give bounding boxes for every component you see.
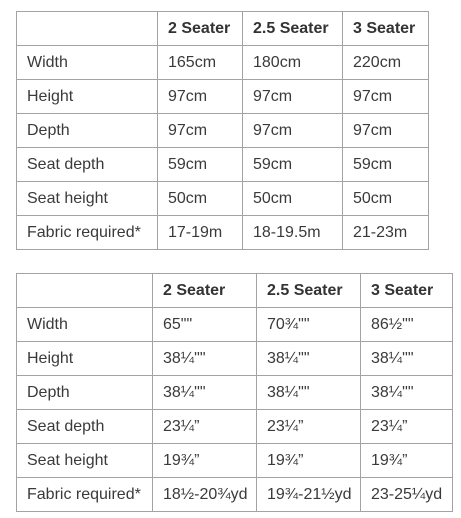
row-label: Fabric required* bbox=[17, 478, 153, 512]
table-cell: 50cm bbox=[158, 182, 243, 216]
table-cell: 97cm bbox=[243, 114, 343, 148]
table-cell: 23-25¼yd bbox=[361, 478, 453, 512]
table-header-row bbox=[17, 12, 429, 46]
table-cell: 50cm bbox=[343, 182, 429, 216]
table-row-height bbox=[17, 342, 453, 376]
table-row-height bbox=[17, 80, 429, 114]
table-row-seat-height bbox=[17, 444, 453, 478]
row-label: Seat height bbox=[17, 444, 153, 478]
header-cell-3-seater: 3 Seater bbox=[361, 274, 453, 308]
table-cell: 21-23m bbox=[343, 216, 429, 250]
header-cell-2-5-seater: 2.5 Seater bbox=[243, 12, 343, 46]
row-label: Depth bbox=[17, 114, 158, 148]
row-label: Width bbox=[17, 46, 158, 80]
table-cell: 38¼"" bbox=[361, 342, 453, 376]
header-cell-empty bbox=[17, 12, 158, 46]
table-cell: 59cm bbox=[243, 148, 343, 182]
table-row-seat-height bbox=[17, 182, 429, 216]
header-cell-empty bbox=[17, 274, 153, 308]
table-cell: 19¾” bbox=[257, 444, 361, 478]
table-cell: 65"" bbox=[153, 308, 257, 342]
table-cell: 180cm bbox=[243, 46, 343, 80]
row-label: Height bbox=[17, 80, 158, 114]
row-label: Height bbox=[17, 342, 153, 376]
table-row-seat-depth bbox=[17, 148, 429, 182]
table-row-depth bbox=[17, 376, 453, 410]
row-label: Fabric required* bbox=[17, 216, 158, 250]
table-cell: 59cm bbox=[343, 148, 429, 182]
row-label: Depth bbox=[17, 376, 153, 410]
table-cell: 18-19.5m bbox=[243, 216, 343, 250]
table-cell: 97cm bbox=[343, 80, 429, 114]
row-label: Width bbox=[17, 308, 153, 342]
table-cell: 97cm bbox=[158, 80, 243, 114]
table-cell: 50cm bbox=[243, 182, 343, 216]
row-label: Seat height bbox=[17, 182, 158, 216]
table-cell: 23¼” bbox=[153, 410, 257, 444]
table-cell: 38¼"" bbox=[153, 376, 257, 410]
table-cell: 38¼"" bbox=[257, 376, 361, 410]
table-row-seat-depth bbox=[17, 410, 453, 444]
header-cell-3-seater: 3 Seater bbox=[343, 12, 429, 46]
table-row-fabric-required bbox=[17, 216, 429, 250]
table-cell: 86½"" bbox=[361, 308, 453, 342]
metric-dimensions-table bbox=[16, 11, 429, 250]
table-row-fabric-required bbox=[17, 478, 453, 512]
header-cell-2-5-seater: 2.5 Seater bbox=[257, 274, 361, 308]
header-cell-2-seater: 2 Seater bbox=[153, 274, 257, 308]
table-cell: 38¼"" bbox=[153, 342, 257, 376]
table-cell: 70¾"" bbox=[257, 308, 361, 342]
row-label: Seat depth bbox=[17, 148, 158, 182]
table-cell: 220cm bbox=[343, 46, 429, 80]
table-cell: 23¼” bbox=[257, 410, 361, 444]
table-row-width bbox=[17, 46, 429, 80]
table-cell: 97cm bbox=[158, 114, 243, 148]
table-row-width bbox=[17, 308, 453, 342]
header-cell-2-seater: 2 Seater bbox=[158, 12, 243, 46]
table-cell: 23¼” bbox=[361, 410, 453, 444]
table-cell: 18½-20¾yd bbox=[153, 478, 257, 512]
table-cell: 97cm bbox=[243, 80, 343, 114]
table-cell: 19¾” bbox=[153, 444, 257, 478]
table-cell: 38¼"" bbox=[257, 342, 361, 376]
table-cell: 17-19m bbox=[158, 216, 243, 250]
table-row-depth bbox=[17, 114, 429, 148]
table-cell: 38¼"" bbox=[361, 376, 453, 410]
table-cell: 19¾-21½yd bbox=[257, 478, 361, 512]
row-label: Seat depth bbox=[17, 410, 153, 444]
table-cell: 19¾” bbox=[361, 444, 453, 478]
table-cell: 59cm bbox=[158, 148, 243, 182]
imperial-dimensions-table bbox=[16, 273, 453, 512]
table-cell: 97cm bbox=[343, 114, 429, 148]
table-cell: 165cm bbox=[158, 46, 243, 80]
table-header-row bbox=[17, 274, 453, 308]
